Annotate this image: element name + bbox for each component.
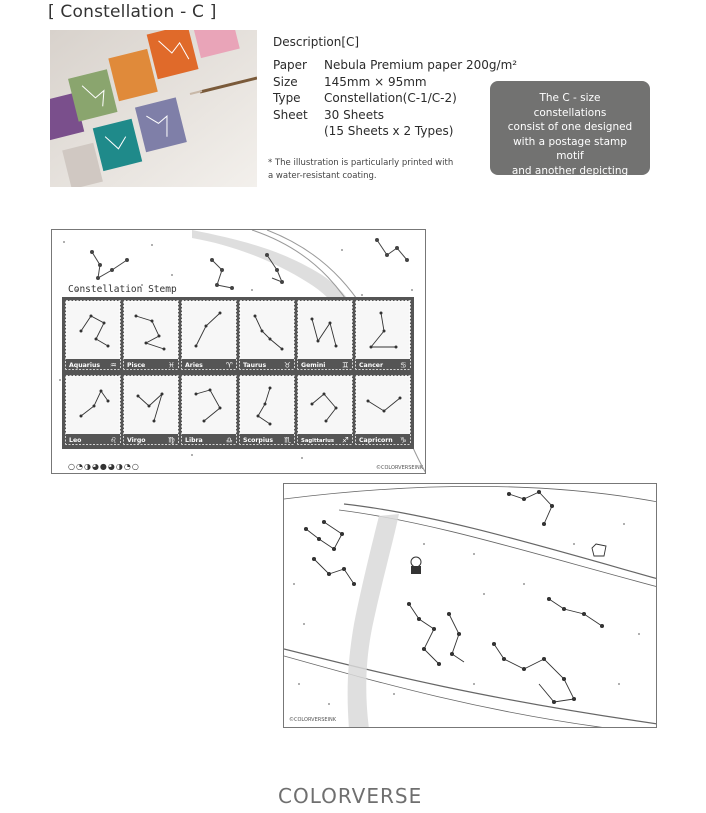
stamp-aries <box>182 301 236 369</box>
constellation-star <box>93 405 96 408</box>
constellation-star <box>269 387 272 390</box>
zodiac-symbol: ♑ <box>400 435 407 445</box>
spec-value: Constellation(C-1/C-2) <box>324 91 457 105</box>
spec-row-size <box>273 74 517 91</box>
constellation-star <box>325 420 328 423</box>
constellation-star <box>103 322 106 325</box>
info-bubble <box>490 81 650 206</box>
constellation-star <box>335 345 338 348</box>
stamp-cancer <box>356 301 410 369</box>
spec-row-paper <box>273 57 517 74</box>
constellation-star <box>95 338 98 341</box>
zodiac-symbol: ♍ <box>168 435 175 445</box>
zodiac-symbol: ♐ <box>342 435 349 445</box>
bubble-line: and another depicting night <box>511 164 629 191</box>
constellation-star <box>203 420 206 423</box>
spec-key: Paper <box>273 58 307 72</box>
constellation-star <box>395 346 398 349</box>
bubble-line: consist of one designed <box>507 121 633 133</box>
stamp-name: Cancer <box>359 362 384 369</box>
constellation-star <box>205 325 208 328</box>
zodiac-symbol: ♒ <box>110 360 117 370</box>
moon-phase-strip: ○◔◑◕●◕◑◔○ <box>68 462 140 471</box>
constellation-star <box>107 400 110 403</box>
constellation-star <box>269 338 272 341</box>
stamp-taurus <box>240 301 294 369</box>
zodiac-symbol: ♓ <box>168 360 175 370</box>
zodiac-symbol: ♋ <box>400 360 407 370</box>
constellation-star <box>195 345 198 348</box>
astronaut-icon <box>411 557 421 574</box>
stamp-name: Pisce <box>127 362 146 369</box>
constellation-star <box>107 345 110 348</box>
stamp-name: Aries <box>185 362 203 369</box>
stamp-gemini <box>298 301 352 369</box>
zodiac-symbol: ♌ <box>110 435 117 445</box>
constellation-star <box>151 320 154 323</box>
note-line: a water-resistant coating. <box>268 171 377 181</box>
colorverse-logo: COLORVERSE <box>278 784 423 808</box>
star-dots <box>293 523 640 705</box>
constellation-star <box>383 410 386 413</box>
constellation-star <box>257 415 260 418</box>
stamp-name: Taurus <box>243 362 267 369</box>
spec-row-sheet-detail <box>273 123 517 140</box>
bubble-line: The C - size constellations <box>533 92 607 119</box>
constellation-star <box>135 315 138 318</box>
constellation-star <box>90 315 93 318</box>
constellation-star <box>137 395 140 398</box>
constellation-star <box>148 405 151 408</box>
spec-value: (15 Sheets x 2 Types) <box>324 124 454 138</box>
constellation-star <box>311 318 314 321</box>
zodiac-symbol: ♉ <box>284 360 291 370</box>
description-heading: Description[C] <box>273 35 360 49</box>
constellation-star <box>269 423 272 426</box>
product-photo <box>50 30 257 187</box>
constellation-star <box>335 407 338 410</box>
note-line: * The illustration is particularly printed with <box>268 158 454 168</box>
zodiac-symbol: ♊ <box>342 360 349 370</box>
constellation-star <box>80 330 83 333</box>
stamp-sheet-heading: Constellation Stemp <box>68 284 177 295</box>
spec-row-type <box>273 90 517 107</box>
constellation-star <box>209 389 212 392</box>
stamp-card-preview <box>51 229 426 474</box>
brand-mark: ©COLORVERSEINK <box>289 717 337 723</box>
spec-key: Type <box>273 91 301 105</box>
stamp-aquarius <box>66 301 120 369</box>
constellation-star <box>158 335 161 338</box>
spec-key <box>273 123 324 140</box>
stamp-name: Gemini <box>301 362 326 369</box>
bubble-line: sky constellations. <box>521 193 619 206</box>
constellation-star <box>80 415 83 418</box>
constellation-star <box>254 315 257 318</box>
night-sky-card-preview <box>283 483 657 728</box>
page-title: [ Constellation - C ] <box>48 2 217 22</box>
constellation-star <box>163 348 166 351</box>
stamp-scorpius <box>240 376 294 444</box>
stamp-name: Capricorn <box>359 437 393 444</box>
constellation-star <box>145 342 148 345</box>
constellation-star <box>370 346 373 349</box>
constellation-star <box>261 330 264 333</box>
spec-row-sheet <box>273 107 517 124</box>
spec-value: 145mm × 95mm <box>324 74 427 89</box>
zodiac-symbol: ♏ <box>284 435 291 445</box>
zodiac-symbol: ♈ <box>226 360 233 370</box>
constellation-star <box>311 403 314 406</box>
constellation-star <box>383 330 386 333</box>
constellation-star <box>264 403 267 406</box>
milky-way-band <box>348 514 399 728</box>
zodiac-symbol: ♎ <box>226 435 233 445</box>
constellation-star <box>323 393 326 396</box>
brand-mark: ©COLORVERSEINK <box>376 465 424 471</box>
spec-key: Size <box>273 74 298 89</box>
constellation-star <box>219 407 222 410</box>
constellation-star <box>153 420 156 423</box>
constellation-star <box>317 340 320 343</box>
constellation-star <box>219 312 222 315</box>
spec-value: 30 Sheets <box>324 107 385 122</box>
spec-value: Nebula Premium paper 200g/m² <box>324 58 518 72</box>
stamp-leo <box>66 376 120 444</box>
constellation-star <box>100 390 103 393</box>
stamp-virgo <box>124 376 178 444</box>
stamp-name: Libra <box>185 437 203 444</box>
constellation-star <box>281 348 284 351</box>
constellation-star <box>161 393 164 396</box>
stamp-name: Virgo <box>127 437 146 444</box>
coating-note <box>268 157 453 183</box>
constellation-star <box>195 393 198 396</box>
stamp-name: Leo <box>69 437 82 444</box>
stamp-name: Scorpius <box>243 437 274 444</box>
spec-key: Sheet <box>273 107 308 122</box>
constellation-star <box>367 400 370 403</box>
bubble-line: with a postage stamp motif <box>513 135 627 162</box>
specs-list <box>273 57 517 140</box>
orbit-lines <box>284 486 657 728</box>
constellation-star <box>329 322 332 325</box>
stamp-sagittarius <box>298 376 352 444</box>
stamp-libra <box>182 376 236 444</box>
stamp-name: Sagittarius <box>301 438 334 444</box>
constellation-star <box>380 312 383 315</box>
constellation-star <box>399 397 402 400</box>
stamp-name: Aquarius <box>69 362 101 369</box>
stamp-pisce <box>124 301 178 369</box>
